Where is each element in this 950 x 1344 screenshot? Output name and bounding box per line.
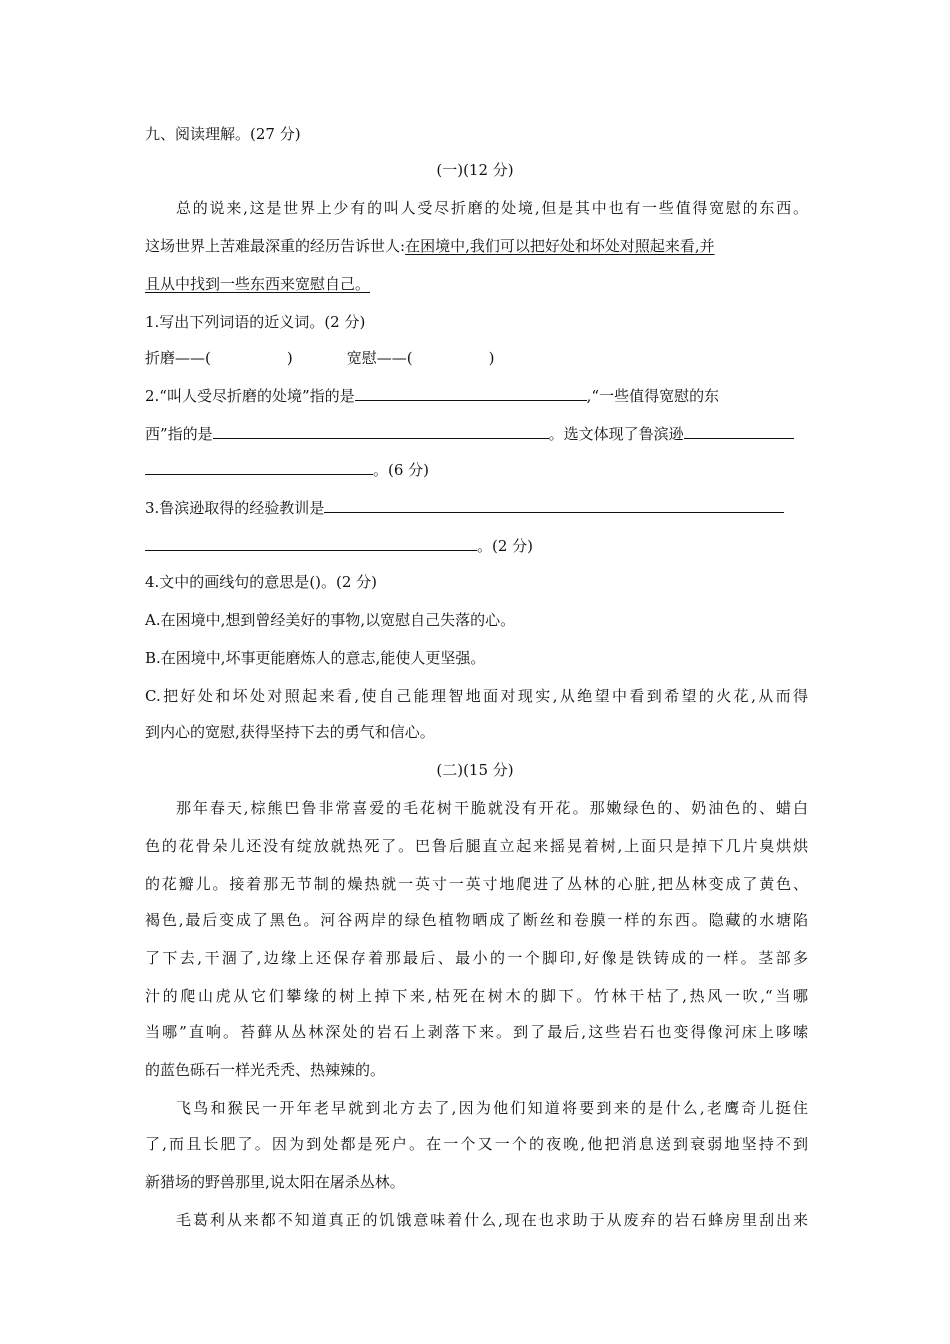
- question-text: 3.鲁滨逊取得的经验教训是: [145, 499, 325, 517]
- passage2-line: 的花瓣儿。接着那无节制的燥热就一英寸一英寸地爬进了丛林的心脏,把丛林变成了黄色、: [145, 875, 808, 893]
- question-text: 。(6 分): [373, 461, 430, 479]
- question-1: 1.写出下列词语的近义词。(2 分): [145, 313, 366, 331]
- word-prompt: 折磨——(: [145, 349, 211, 367]
- question-2: [145, 386, 719, 406]
- question-text: 。选文体现了鲁滨逊: [548, 425, 684, 443]
- passage2-line: 新猎场的野兽那里,说太阳在屠杀丛林。: [145, 1173, 405, 1191]
- option-c[interactable]: 到内心的宽慰,获得坚持下去的勇气和信心。: [145, 723, 435, 741]
- passage2-line: 飞鸟和猴民一开年老早就到北方去了,因为他们知道将要到来的是什么,老鹰奇儿挺住: [176, 1099, 808, 1117]
- passage2-line: 了下去,干涸了,边缘上还保存着那最后、最小的一个脚印,好像是铁铸成的一样。茎部多: [145, 949, 808, 967]
- passage2-line: 了,而且长肥了。因为到处都是死户。在一个又一个的夜晚,他把消息送到衰弱地坚持不到: [145, 1135, 808, 1153]
- question-text: 2.“叫人受尽折磨的处境”指的是: [145, 387, 355, 405]
- answer-blank[interactable]: [355, 386, 587, 401]
- passage2-line: 的蓝色砾石一样光秃秃、热辣辣的。: [145, 1061, 386, 1079]
- option-a[interactable]: A.在困境中,想到曾经美好的事物,以宽慰自己失落的心。: [145, 611, 516, 629]
- passage2-line: 毛葛利从来都不知道真正的饥饿意味着什么,现在也求助于从废弃的岩石蜂房里刮出来: [176, 1211, 808, 1229]
- question-text: 西”指的是: [145, 425, 213, 443]
- question-2: [145, 424, 794, 444]
- question-3: [145, 498, 784, 518]
- paren-close: ): [488, 349, 495, 367]
- paren-close: ): [286, 349, 293, 367]
- passage1-line: 总的说来,这是世界上少有的叫人受尽折磨的处境,但是其中也有一些值得宽慰的东西。: [176, 199, 808, 217]
- passage1-line: [145, 274, 370, 294]
- underlined-sentence: 且从中找到一些东西来宽慰自己。: [145, 275, 371, 293]
- question-text: ,“一些值得宽慰的东: [586, 387, 720, 405]
- passage2-line: 那年春天,棕熊巴鲁非常喜爱的毛花树干脆就没有开花。那嫩绿色的、奶油色的、蜡白: [176, 799, 808, 817]
- option-b[interactable]: B.在困境中,坏事更能磨炼人的意志,能使人更坚强。: [145, 649, 486, 667]
- word-prompt: 宽慰——(: [346, 349, 413, 367]
- question-text: 。(2 分): [477, 537, 534, 555]
- passage2-line: 当哪”直响。苔藓从丛林深处的岩石上剥落下来。到了最后,这些岩石也变得像河床上哆嗦: [145, 1023, 808, 1041]
- passage1-line: [145, 236, 808, 256]
- answer-blank[interactable]: [145, 536, 477, 551]
- answer-blank[interactable]: [684, 424, 794, 439]
- passage-text: 这场世界上苦难最深重的经历告诉世人:: [145, 237, 406, 255]
- option-c[interactable]: C.把好处和坏处对照起来看,使自己能理智地面对现实,从绝望中看到希望的火花,从而得: [145, 687, 808, 705]
- question-3: [145, 536, 533, 556]
- passage2-line: 色的花骨朵儿还没有绽放就热死了。巴鲁后腿直立起来摇晃着树,上面只是掉下几片臭烘烘: [145, 837, 808, 855]
- question-4: 4.文中的画线句的意思是()。(2 分): [145, 573, 378, 591]
- part2-heading: (二)(15 分): [436, 761, 514, 779]
- underlined-sentence: 在困境中,我们可以把好处和坏处对照起来看,并: [405, 237, 715, 255]
- section-title: 九、阅读理解。(27 分): [145, 125, 301, 143]
- passage2-line: 汁的爬山虎从它们攀缘的树上掉下来,枯死在树木的脚下。竹林干枯了,热风一吹,“当哪: [145, 987, 808, 1005]
- answer-blank[interactable]: [324, 498, 784, 513]
- question-2: [145, 460, 429, 480]
- answer-blank[interactable]: [213, 424, 549, 439]
- question-1-answers: [145, 348, 494, 368]
- answer-blank[interactable]: [145, 460, 373, 475]
- part1-heading: (一)(12 分): [436, 161, 514, 179]
- passage2-line: 褐色,最后变成了黑色。河谷两岸的绿色植物晒成了断丝和卷膜一样的东西。隐藏的水塘陷: [145, 911, 808, 929]
